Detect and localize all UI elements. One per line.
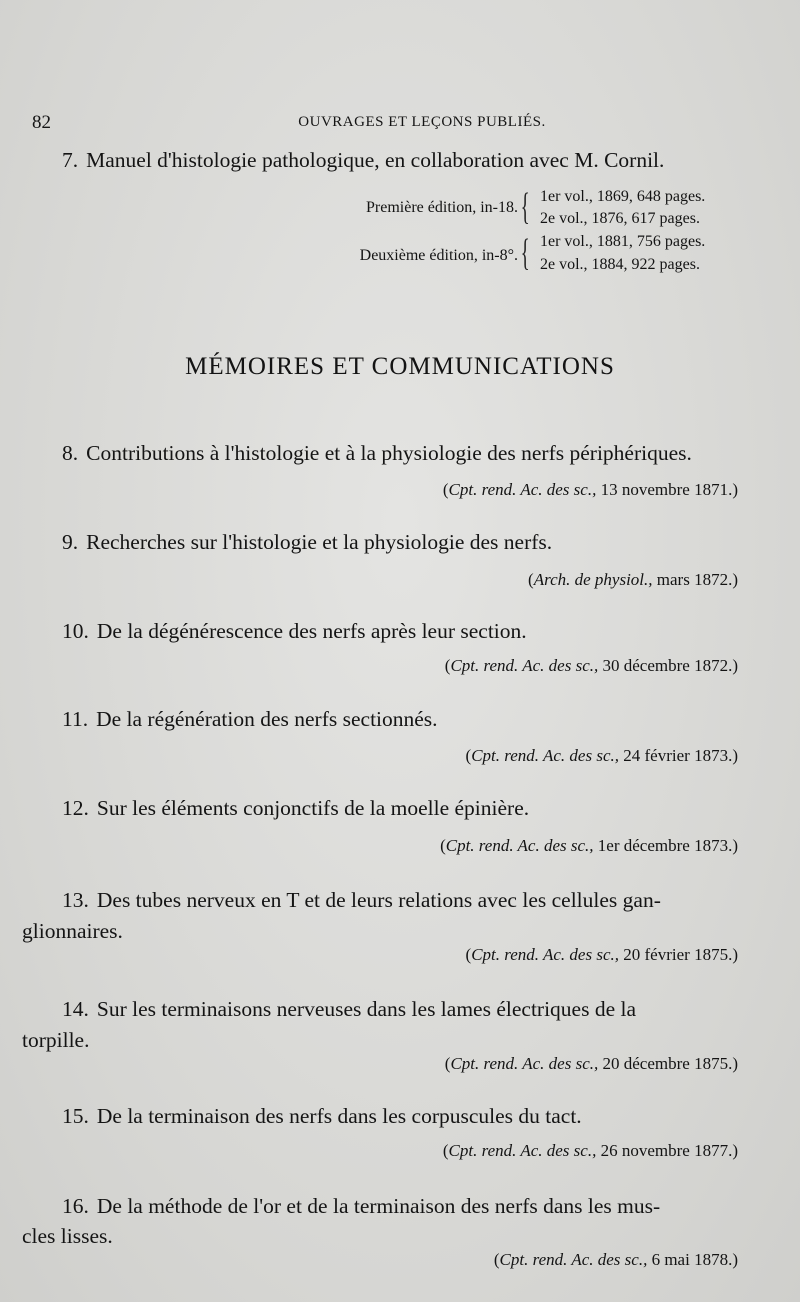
citation-date: 20 février 1875. [623, 945, 733, 964]
entry-title-text: Sur les terminaisons nerveuses dans les lames électriques de la [96, 997, 637, 1021]
citation: (Arch. de physiol., mars 1872.) [528, 570, 738, 589]
entry-title-text: Sur les éléments conjonctifs de la moelle épinière. [96, 796, 530, 820]
citation-date: 30 décembre 1872. [602, 656, 733, 675]
citation: (Cpt. rend. Ac. des sc., 26 novembre 1877.) [442, 1141, 738, 1160]
entry-15-title [62, 1099, 582, 1133]
editions-block [0, 176, 800, 276]
entry-number: 12. [62, 796, 89, 820]
entry-13-title-continued: glionnaires. [22, 919, 123, 943]
citation-date: 1er décembre 1873. [597, 836, 733, 855]
citation-date: 26 novembre 1877. [600, 1141, 733, 1160]
entry-title-text: De la méthode de l'or et de la terminaison des nerfs dans les mus- [96, 1194, 661, 1218]
edition-label: Première édition, in-18. [366, 199, 518, 216]
edition-volume: 2e vol., 1884, 922 pages. [540, 256, 700, 273]
page-number: 82 [32, 112, 51, 133]
citation-journal: Cpt. rend. Ac. des sc., [499, 1250, 648, 1269]
entry-title-text: De la régénération des nerfs sectionnés. [96, 707, 438, 731]
citation-date: 13 novembre 1871. [600, 480, 733, 499]
citation-journal: Cpt. rend. Ac. des sc., [448, 1141, 597, 1160]
brace-icon: { [520, 232, 530, 274]
edition-volume: 2e vol., 1876, 617 pages. [540, 210, 700, 227]
brace-icon: { [520, 186, 530, 228]
entry-16-title-continued: cles lisses. [22, 1224, 113, 1248]
entry-title-text: Manuel d'histologie pathologique, en collaboration avec M. Cornil. [86, 148, 665, 172]
citation: (Cpt. rend. Ac. des sc., 13 novembre 1871.) [442, 480, 738, 499]
citation: (Cpt. rend. Ac. des sc., 24 février 1873.) [465, 746, 738, 765]
entry-12-title [62, 791, 529, 825]
entry-number: 14. [62, 997, 89, 1021]
entry-number: 16. [62, 1194, 89, 1218]
entry-number: 10. [62, 619, 89, 643]
entry-7-title [62, 143, 664, 177]
edition-label: Deuxième édition, in-8°. [359, 247, 518, 264]
entry-10-title [62, 614, 527, 648]
citation-journal: Cpt. rend. Ac. des sc., [450, 1054, 599, 1073]
citation: (Cpt. rend. Ac. des sc., 30 décembre 1872.) [444, 656, 738, 675]
citation: (Cpt. rend. Ac. des sc., 20 décembre 1875.) [444, 1054, 738, 1073]
entry-title-text: De la terminaison des nerfs dans les corpuscules du tact. [96, 1104, 582, 1128]
entry-number: 11. [62, 707, 89, 731]
edition-volume: 1er vol., 1881, 756 pages. [540, 233, 706, 250]
citation-date: 20 décembre 1875. [602, 1054, 733, 1073]
citation-date: 6 mai 1878. [651, 1250, 733, 1269]
entry-14-title [62, 992, 636, 1026]
edition-volume: 1er vol., 1869, 648 pages. [540, 188, 706, 205]
citation-date: mars 1872. [656, 570, 733, 589]
entry-number: 15. [62, 1104, 89, 1128]
entry-title-text: De la dégénérescence des nerfs après leur section. [96, 619, 527, 643]
citation-date: 24 février 1873. [623, 746, 733, 765]
citation-journal: Cpt. rend. Ac. des sc., [471, 746, 620, 765]
citation: (Cpt. rend. Ac. des sc., 20 février 1875.) [465, 945, 738, 964]
citation-journal: Arch. de physiol., [533, 570, 653, 589]
running-title-text: OUVRAGES ET LEÇONS PUBLIÉS. [298, 114, 546, 130]
entry-13-title [62, 883, 661, 917]
entry-number: 13. [62, 888, 89, 912]
citation-journal: Cpt. rend. Ac. des sc., [445, 836, 594, 855]
entry-title-text: Contributions à l'histologie et à la physiologie des nerfs périphériques. [86, 441, 692, 465]
entry-title-text: Des tubes nerveux en T et de leurs relations avec les cellules gan- [96, 888, 661, 912]
entry-14-title-continued: torpille. [22, 1028, 90, 1052]
entry-number: 8. [62, 441, 79, 465]
entry-number: 9. [62, 530, 79, 554]
citation-journal: Cpt. rend. Ac. des sc., [450, 656, 599, 675]
section-heading: MÉMOIRES ET COMMUNICATIONS [185, 353, 615, 380]
entry-title-text: Recherches sur l'histologie et la physiologie des nerfs. [86, 530, 553, 554]
entry-8-title [62, 436, 692, 470]
citation: (Cpt. rend. Ac. des sc., 6 mai 1878.) [493, 1250, 738, 1269]
running-title [32, 114, 792, 131]
entry-11-title [62, 702, 438, 736]
citation-journal: Cpt. rend. Ac. des sc., [448, 480, 597, 499]
citation-journal: Cpt. rend. Ac. des sc., [471, 945, 620, 964]
entry-16-title [62, 1189, 660, 1223]
running-head [32, 112, 792, 136]
entry-number: 7. [62, 148, 79, 172]
citation: (Cpt. rend. Ac. des sc., 1er décembre 1873.) [440, 836, 738, 855]
entry-9-title [62, 525, 552, 559]
